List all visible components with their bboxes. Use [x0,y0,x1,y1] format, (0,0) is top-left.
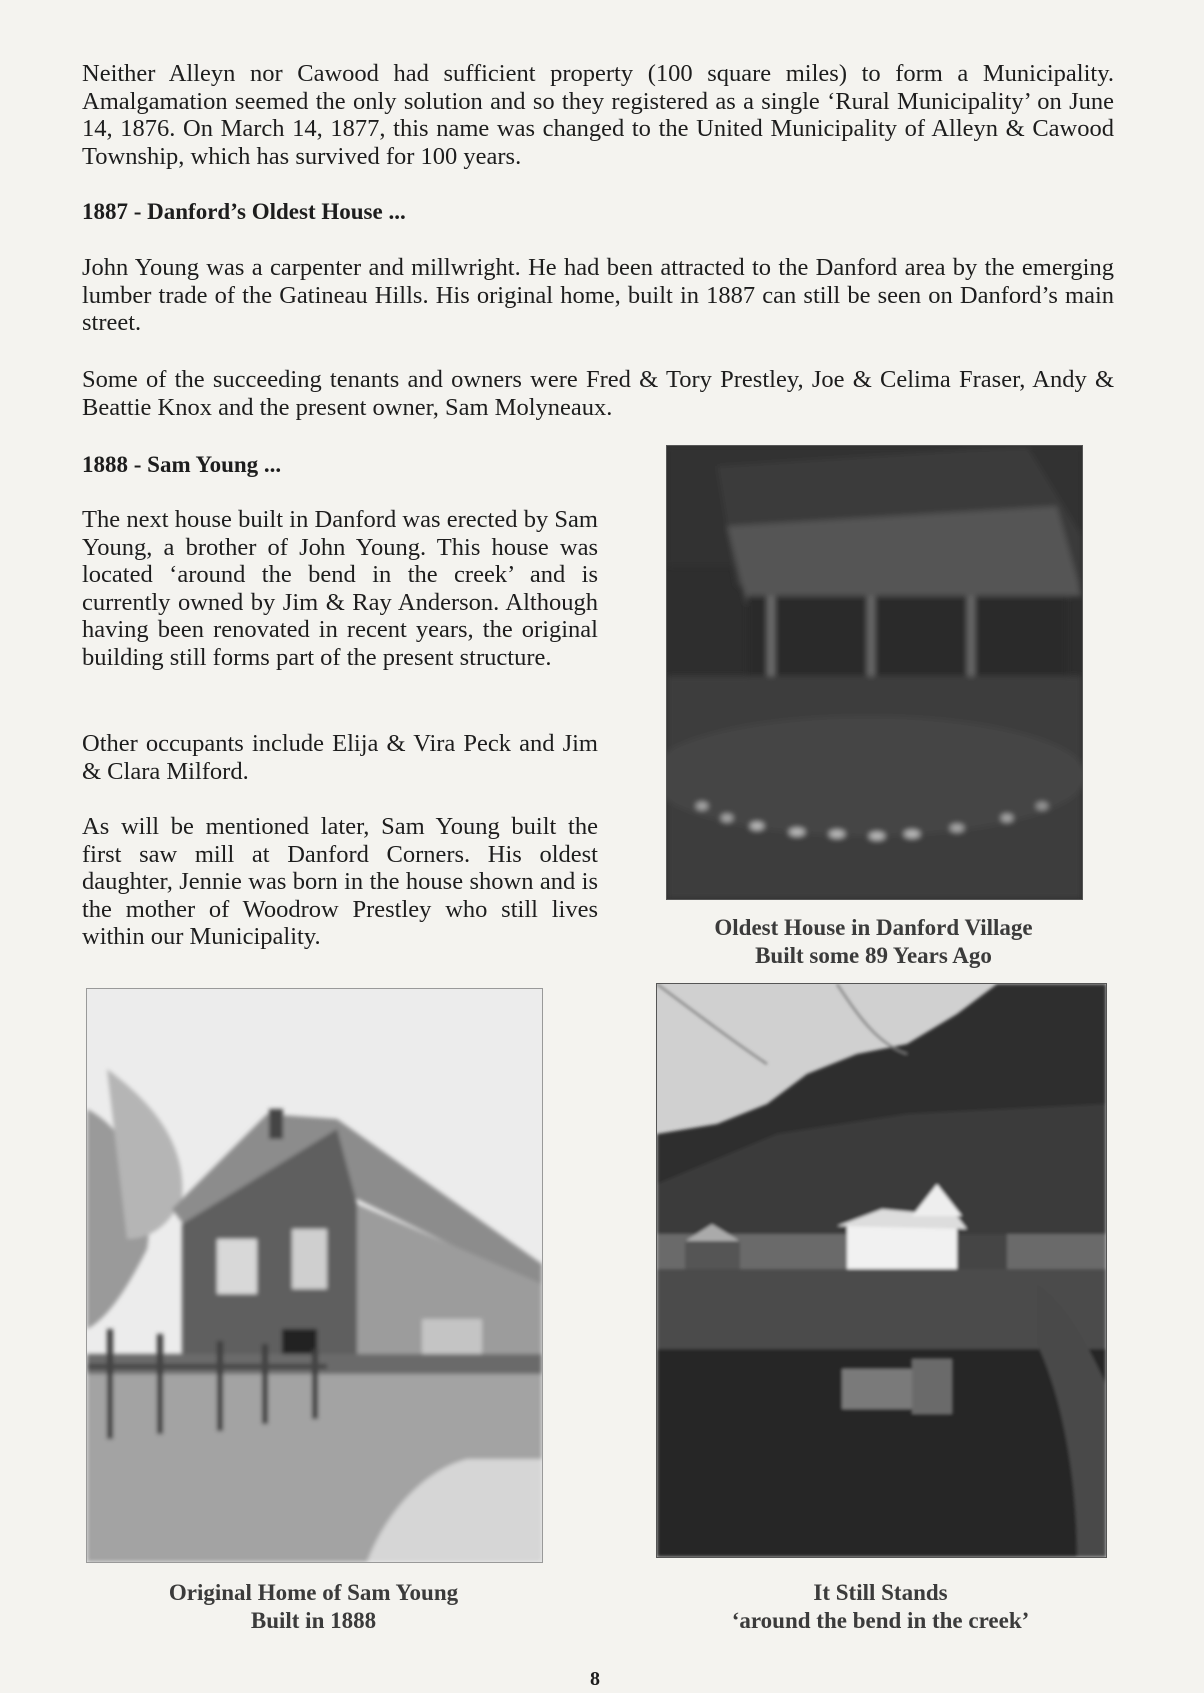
sam-young-home-photo [86,988,543,1563]
paragraph-john-young: John Young was a carpenter and millwright. He had been attracted to the Danford area by the emerging lumber trade of the Gatineau Hills. His original home, built in 1887 can still be seen on Danford’s main street. [82,254,1114,336]
still-stands-caption-line1: It Still Stands [813,1580,948,1605]
oldest-house-caption [666,914,1081,970]
paragraph-saw-mill: As will be mentioned later, Sam Young built the first saw mill at Danford Corners. His oldest daughter, Jennie was born in the house shown and is the mother of Woodrow Prestley who still lives within our Municipality. [82,813,598,950]
sam-young-home-caption-line2: Built in 1888 [250,1608,377,1633]
section-heading-1887: 1887 - Danford’s Oldest House ... [82,199,406,224]
still-stands-caption [656,1579,1105,1635]
sam-young-home-caption-line1: Original Home of Sam Young [168,1580,459,1605]
sam-young-home-caption [86,1579,541,1635]
oldest-house-caption-line1: Oldest House in Danford Village [714,915,1033,940]
paragraph-tenants: Some of the succeeding tenants and owners were Fred & Tory Prestley, Joe & Celima Fraser, Andy & Beattie Knox and the present owner, Sam Molyneaux. [82,366,1114,421]
still-stands-photo [656,983,1107,1558]
paragraph-sam-young-house: The next house built in Danford was erected by Sam Young, a brother of John Young. This house was located ‘around the bend in the creek’ and is currently owned by Jim & Ray Anderson. Although having been renovated in recent years, the original building still forms part of the present structure. [82,506,598,671]
paragraph-other-occupants: Other occupants include Elija & Vira Peck and Jim & Clara Milford. [82,730,598,785]
section-heading-1888: 1888 - Sam Young ... [82,452,282,477]
intro-paragraph: Neither Alleyn nor Cawood had sufficient property (100 square miles) to form a Municipality. Amalgamation seemed the only solution and so they registered as a single ‘Rural Municipality’ on June 14, 1876. On March 14, 1877, this name was changed to the United Municipality of Alleyn & Cawood Township, which has survived for 100 years. [82,60,1114,170]
still-stands-caption-line2: ‘around the bend in the creek’ [731,1608,1030,1633]
oldest-house-caption-line2: Built some 89 Years Ago [755,943,992,968]
page-number: 8 [590,1668,600,1690]
oldest-house-photo [666,445,1083,900]
